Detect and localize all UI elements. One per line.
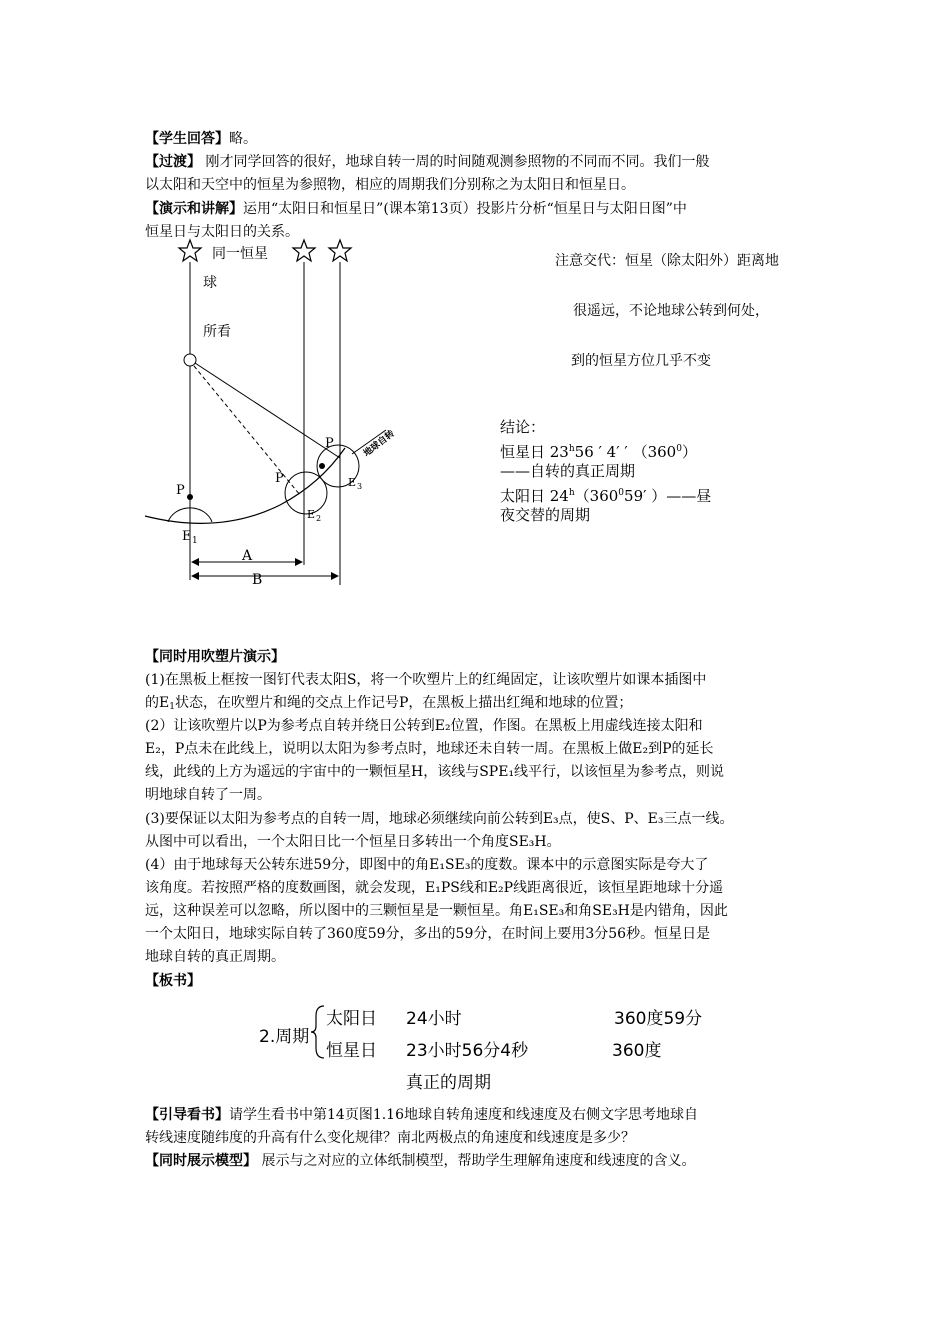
brace-icon bbox=[310, 1004, 326, 1060]
star-icon bbox=[293, 240, 315, 261]
svg-text:P: P bbox=[275, 471, 284, 486]
note-line-2: 很遥远，不论地球公转到何处， bbox=[573, 303, 769, 319]
star-icon bbox=[329, 240, 351, 261]
svg-text:E: E bbox=[182, 529, 192, 544]
demo-label: 【演示和讲解】 bbox=[145, 201, 243, 217]
transition-line-2: 以太阳和天空中的恒星为参照物，相应的周期我们分别称之为太阳日和恒星日。 bbox=[145, 177, 635, 193]
svg-text:P: P bbox=[176, 483, 185, 498]
note-line-1: 注意交代：恒星（除太阳外）距离地 bbox=[555, 253, 779, 269]
conclusion-sidereal-desc: ——自转的真正周期 bbox=[500, 462, 636, 480]
rotation-label: 地球自转 bbox=[362, 428, 397, 460]
svg-text:E: E bbox=[348, 476, 357, 489]
conclusion-title: 结论： bbox=[500, 418, 546, 436]
board-solar-deg: 360度59分 bbox=[614, 1009, 703, 1029]
model-label: 【同时展示模型】 bbox=[145, 1153, 257, 1169]
guide-label: 【引导看书】 bbox=[145, 1107, 229, 1123]
board-sidereal-time: 23小时56分4秒 bbox=[406, 1041, 529, 1061]
board-true-period: 真正的周期 bbox=[406, 1073, 491, 1093]
plastic-demo-heading: 【同时用吹塑片演示】 bbox=[145, 649, 285, 665]
svg-text:E: E bbox=[307, 508, 316, 521]
label-seen: 所看 bbox=[203, 324, 231, 340]
transition-label: 【过渡】 bbox=[145, 154, 201, 170]
demo-line-1: 【演示和讲解】运用“太阳日和恒星日”(课本第13页）投影片分析“恒星日与太阳日图”中 bbox=[145, 201, 687, 217]
board-sidereal-deg: 360度 bbox=[612, 1041, 662, 1061]
sidereal-solar-day-diagram bbox=[0, 0, 520, 600]
star-icon bbox=[179, 240, 201, 261]
svg-text:P: P bbox=[325, 436, 334, 451]
board-solar: 太阳日 bbox=[326, 1009, 377, 1029]
board-heading: 【板书】 bbox=[145, 973, 201, 989]
conclusion-solar: 太阳日 $24^h(360^059'$ ）——昼 bbox=[500, 487, 712, 505]
board-sidereal: 恒星日 bbox=[326, 1041, 377, 1061]
note-line-3: 到的恒星方位几乎不变 bbox=[571, 353, 711, 369]
label-ball: 球 bbox=[203, 275, 217, 291]
model-line: 【同时展示模型】 展示与之对应的立体纸制模型，帮助学生理解角速度和线速度的含义。 bbox=[145, 1153, 696, 1169]
svg-text:1: 1 bbox=[192, 536, 198, 546]
label-a: A bbox=[242, 548, 253, 564]
student-answer-label: 【学生回答】 bbox=[145, 131, 229, 147]
demo-line-2: 恒星日与太阳日的关系。 bbox=[145, 224, 299, 240]
board-label: 2.周期 bbox=[259, 1027, 310, 1047]
guide-line-2: 转线速度随纬度的升高有什么变化规律？南北两极点的角速度和线速度是多少？ bbox=[145, 1130, 635, 1146]
guide-line-1: 【引导看书】请学生看书中第14页图1.16地球自转角速度和线速度及右侧文字思考地球自 bbox=[145, 1107, 698, 1123]
conclusion-solar-desc: 夜交替的周期 bbox=[500, 506, 591, 524]
conclusion-sidereal: 恒星日 23$^h$56 ′ 4′ ′ $(360^0)$ bbox=[500, 443, 697, 461]
student-answer-text: 略。 bbox=[229, 131, 257, 147]
board-solar-time: 24小时 bbox=[406, 1009, 462, 1029]
sun-marker bbox=[184, 354, 196, 366]
star-label: 同一恒星 bbox=[212, 246, 268, 262]
svg-text:3: 3 bbox=[357, 482, 363, 491]
label-b: B bbox=[252, 572, 263, 588]
transition-line-1: 【过渡】 刚才同学回答的很好，地球自转一周的时间随观测参照物的不同而不同。我们一般 bbox=[145, 154, 710, 170]
svg-text:2: 2 bbox=[316, 514, 322, 523]
